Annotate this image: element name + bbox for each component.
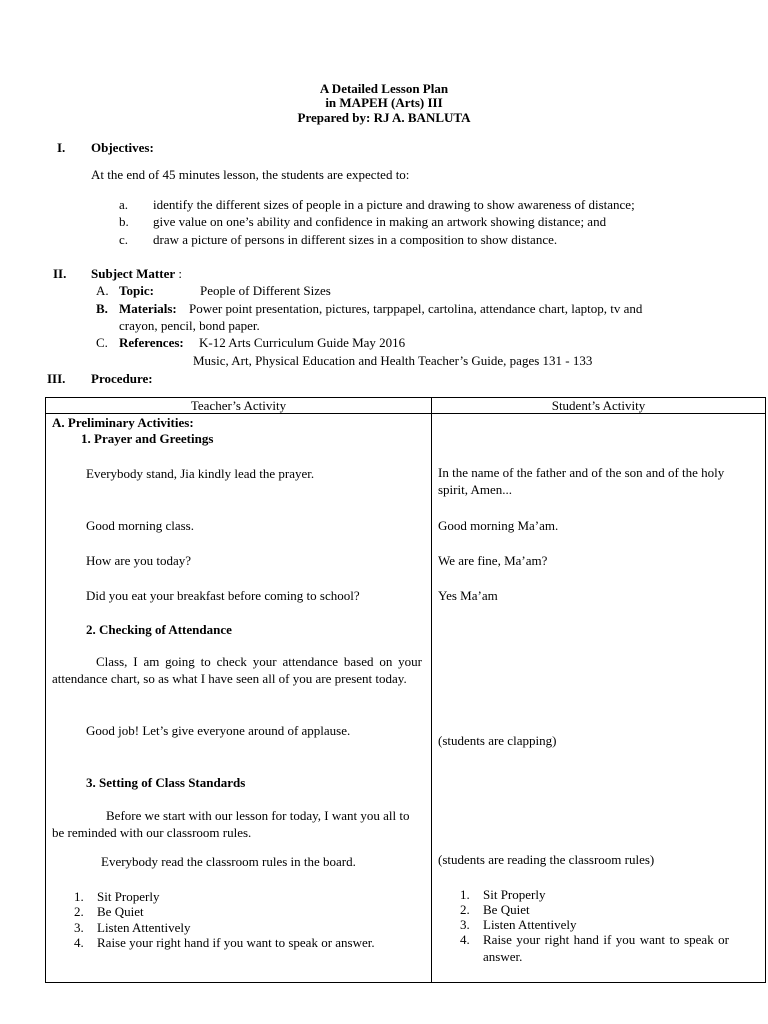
student-rule: Raise your right hand if you want to speak or answer. xyxy=(483,932,729,964)
procedure-numeral: III. xyxy=(47,371,66,386)
attendance-heading: 2. Checking of Attendance xyxy=(86,622,232,637)
teacher-rule: Listen Attentively xyxy=(97,920,191,935)
subject-matter-colon: : xyxy=(178,266,182,281)
teacher-how-are-you: How are you today? xyxy=(86,553,192,568)
teacher-activity-header: Teacher’s Activity xyxy=(46,398,432,414)
student-fine: We are fine, Ma’am? xyxy=(438,553,548,568)
document-title: A Detailed Lesson Plan xyxy=(319,81,449,96)
teacher-rule: Sit Properly xyxy=(97,889,160,904)
student-greeting: Good morning Ma’am. xyxy=(438,518,559,533)
student-rule-num: 4. xyxy=(460,932,470,947)
teacher-activity-cell xyxy=(46,414,432,983)
objectives-numeral: I. xyxy=(57,140,66,155)
procedure-heading: Procedure: xyxy=(91,371,153,386)
student-activity-cell xyxy=(432,414,766,983)
teacher-rule: Be Quiet xyxy=(97,904,144,919)
student-rule-num: 1. xyxy=(460,887,470,902)
topic-value: People of Different Sizes xyxy=(200,283,331,298)
references-label: References: xyxy=(119,335,184,350)
topic-label: Topic: xyxy=(119,283,154,298)
references-value: K-12 Arts Curriculum Guide May 2016 xyxy=(199,335,406,350)
objective-marker: a. xyxy=(119,197,129,212)
objective-item: identify the different sizes of people in a picture and drawing to show awareness of distance; xyxy=(153,197,635,212)
objective-marker: c. xyxy=(119,232,129,247)
materials-marker: B. xyxy=(96,301,108,316)
objective-item: give value on one’s ability and confidence in making an artwork showing distance; and xyxy=(153,214,607,229)
objective-marker: b. xyxy=(119,214,129,229)
teacher-rule-num: 3. xyxy=(74,920,84,935)
student-rule: Listen Attentively xyxy=(483,917,577,932)
references-value-continued: Music, Art, Physical Education and Health Teacher’s Guide, pages 131 - 133 xyxy=(193,353,593,368)
teacher-standards-text: Before we start with our lesson for today, I want you all to be reminded with our classroom rules. xyxy=(52,808,410,840)
topic-marker: A. xyxy=(96,283,109,298)
procedure-table xyxy=(45,397,766,983)
student-rule-num: 2. xyxy=(460,902,470,917)
teacher-rule-num: 2. xyxy=(74,904,84,919)
subject-matter-heading-row xyxy=(91,265,182,282)
teacher-rule-num: 1. xyxy=(74,889,84,904)
objectives-heading: Objectives: xyxy=(91,140,154,155)
teacher-read-rules: Everybody read the classroom rules in the board. xyxy=(101,854,356,869)
objective-item: draw a picture of persons in different sizes in a composition to show distance. xyxy=(153,232,558,247)
subject-matter-heading: Subject Matter xyxy=(91,266,176,281)
student-prayer-response: In the name of the father and of the son and of the holy spirit, Amen... xyxy=(438,465,725,497)
student-activity-header: Student’s Activity xyxy=(432,398,766,414)
student-rule: Be Quiet xyxy=(483,902,530,917)
teacher-good-job: Good job! Let’s give everyone around of applause. xyxy=(86,723,351,738)
standards-heading: 3. Setting of Class Standards xyxy=(86,775,246,790)
references-marker: C. xyxy=(96,335,108,350)
student-rule: Sit Properly xyxy=(483,887,546,902)
teacher-prayer: Everybody stand, Jia kindly lead the prayer. xyxy=(86,466,315,481)
prepared-by: Prepared by: RJ A. BANLUTA xyxy=(297,110,471,125)
teacher-attendance-text: Class, I am going to check your attendance based on your attendance chart, so as what I have seen all of you are present today. xyxy=(52,654,422,686)
prayer-heading: 1. Prayer and Greetings xyxy=(81,431,214,446)
preliminary-activities: A. Preliminary Activities: xyxy=(52,415,194,430)
teacher-rule: Raise your right hand if you want to speak or answer. xyxy=(97,935,375,950)
student-clapping: (students are clapping) xyxy=(438,733,557,748)
student-rule-num: 3. xyxy=(460,917,470,932)
materials-label: Materials: xyxy=(119,301,177,316)
teacher-rule-num: 4. xyxy=(74,935,84,950)
materials-value: Power point presentation, pictures, tarppapel, cartolina, attendance chart, laptop, tv and xyxy=(189,301,643,316)
teacher-breakfast: Did you eat your breakfast before coming to school? xyxy=(86,588,360,603)
subject-matter-numeral: II. xyxy=(53,266,67,281)
student-yes: Yes Ma’am xyxy=(438,588,498,603)
teacher-greeting: Good morning class. xyxy=(86,518,194,533)
student-reading-rules: (students are reading the classroom rules) xyxy=(438,852,655,867)
materials-value-continued: crayon, pencil, bond paper. xyxy=(119,318,260,333)
document-subject: in MAPEH (Arts) III xyxy=(325,95,443,110)
objectives-intro: At the end of 45 minutes lesson, the students are expected to: xyxy=(91,167,410,182)
